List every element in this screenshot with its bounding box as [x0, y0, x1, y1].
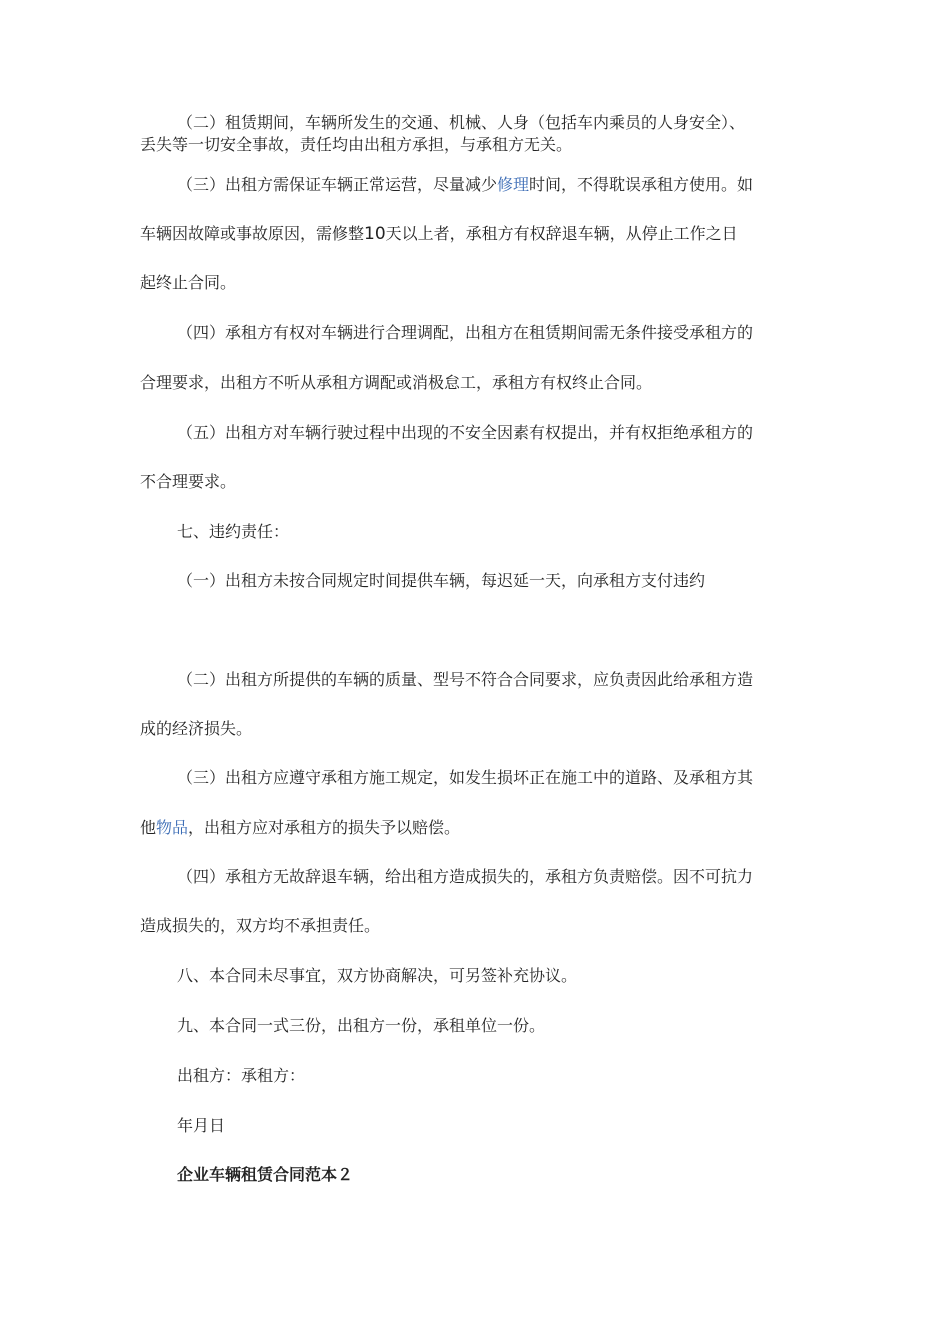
text-line: 不合理要求。: [140, 472, 237, 491]
text-line: 出租方：承租方：: [177, 1066, 306, 1085]
text-line: 九、本合同一式三份，出租方一份，承租单位一份。: [177, 1016, 546, 1035]
text-line: （三）出租方应遵守承租方施工规定，如发生损坏正在施工中的道路、及承租方其: [177, 768, 754, 787]
text-line: （四）承租方有权对车辆进行合理调配，出租方在租赁期间需无条件接受承租方的: [177, 323, 754, 342]
text-line: [140, 221, 738, 244]
number-days: 10: [364, 224, 386, 244]
text-segment: 他: [140, 818, 157, 837]
text-segment: 时间，不得耽误承租方使用。如: [529, 175, 754, 194]
text-line: （二）出租方所提供的车辆的质量、型号不符合合同要求，应负责因此给承租方造: [177, 670, 754, 689]
text-segment: 天以上者，承租方有权辞退车辆，从停止工作之日: [385, 224, 738, 243]
text-line: 八、本合同未尽事宜，双方协商解决，可另签补充协议。: [177, 966, 578, 985]
text-line: （四）承租方无故辞退车辆，给出租方造成损失的，承租方负责赔偿。因不可抗力: [177, 867, 754, 886]
document-title: 企业车辆租赁合同范本２: [177, 1165, 354, 1184]
text-segment: （三）出租方需保证车辆正常运营，尽量减少: [177, 175, 498, 194]
text-line: [177, 172, 753, 195]
text-line: 年月日: [177, 1116, 226, 1135]
text-line: 起终止合同。: [140, 273, 237, 292]
section-heading: 七、违约责任：: [177, 522, 290, 541]
text-line: 成的经济损失。: [140, 719, 253, 738]
text-line: （二）租赁期间，车辆所发生的交通、机械、人身（包括车内乘员的人身安全）、: [177, 113, 746, 132]
text-segment: 车辆因故障或事故原因，需修整: [140, 224, 365, 243]
text-line: 丢失等一切安全事故，责任均由出租方承担，与承租方无关。: [140, 135, 573, 154]
link-goods[interactable]: 物品: [156, 818, 189, 837]
text-line: （一）出租方未按合同规定时间提供车辆，每迟延一天，向承租方支付违约: [177, 571, 706, 590]
text-line: 合理要求，出租方不听从承租方调配或消极怠工，承租方有权终止合同。: [140, 373, 653, 392]
text-segment: ，出租方应对承租方的损失予以赔偿。: [188, 818, 461, 837]
text-line: 造成损失的，双方均不承担责任。: [140, 916, 381, 935]
link-repair[interactable]: 修理: [497, 175, 530, 194]
text-line: （五）出租方对车辆行驶过程中出现的不安全因素有权提出，并有权拒绝承租方的: [177, 423, 754, 442]
text-line: [140, 815, 460, 838]
